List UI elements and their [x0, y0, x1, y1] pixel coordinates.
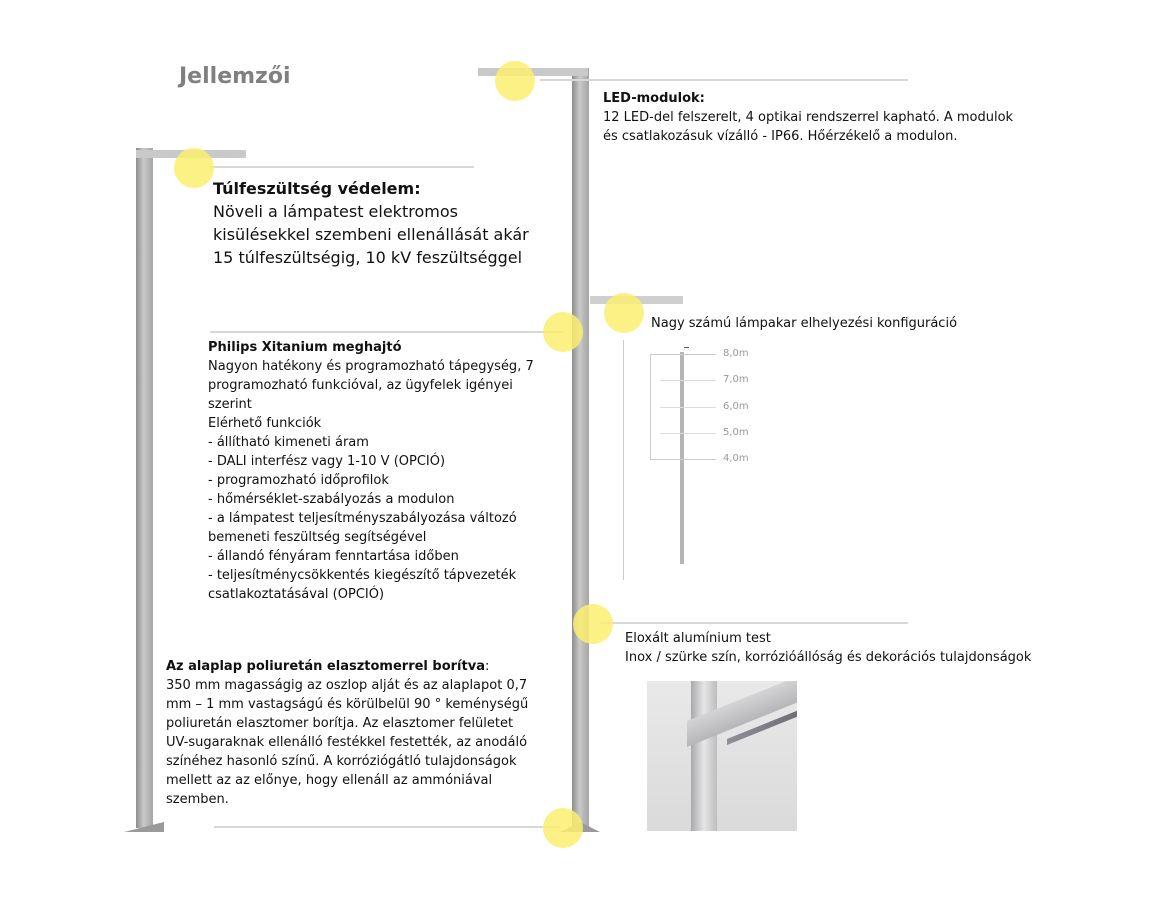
config-diagram-pole-top [684, 347, 689, 348]
connector-line-led [540, 79, 908, 81]
height-tick-5 [660, 433, 716, 434]
led-body: 12 LED-del felszerelt, 4 optikai rendszerrel kapható. A modulok és csatlakozásuk vízálló - IP66. Hőérzékelő a modulon. [603, 110, 1014, 144]
height-label-4: 4,0m [723, 453, 749, 464]
right-pole [572, 68, 589, 828]
highlight-dot-led [495, 61, 535, 101]
base-heading-line [166, 657, 536, 676]
height-tick-8 [650, 354, 716, 355]
photo-pole [691, 681, 717, 831]
base-body: 350 mm magasságig az oszlop alját és az alaplapot 0,7 mm – 1 mm vastagságú és körülbelül 90 ° keménységű poliuretán elasztomer borítja. Az elasztomer felületet UV-sugaraknak ellenálló festékkel festették, az anodáló színéhez hasonló színű. A korróziógátló tulajdonságok mellett az az előnye, hogy ellenáll az ammóniával szemben. [166, 678, 529, 807]
led-section [603, 89, 1043, 146]
body-material-section [625, 629, 1065, 667]
config-heading: Nagy számú lámpakar elhelyezési konfiguráció [651, 316, 958, 331]
highlight-dot-body [573, 604, 613, 644]
height-tick-4 [650, 459, 716, 460]
base-heading-suffix: : [484, 659, 490, 674]
height-label-5: 5,0m [723, 427, 749, 438]
driver-section [208, 338, 553, 604]
config-diagram-guide [623, 340, 624, 580]
config-diagram-pole [680, 352, 684, 564]
height-label-7: 7,0m [723, 374, 749, 385]
connector-line-driver [210, 331, 564, 333]
base-section [166, 657, 536, 809]
config-diagram [620, 340, 760, 580]
body-material-heading: Eloxált alumínium test [625, 631, 771, 646]
surge-heading: Túlfeszültség védelem: [213, 179, 421, 198]
height-tick-7 [660, 380, 716, 381]
led-heading: LED-modulok: [603, 91, 705, 106]
base-heading: Az alaplap poliuretán elasztomerrel borítva [166, 659, 485, 674]
height-tick-6 [660, 407, 716, 408]
left-pole [136, 148, 153, 828]
body-material-body: Inox / szürke szín, korrózióállóság és dekorációs tulajdonságok [625, 650, 1032, 665]
surge-body: Növeli a lámpatest elektromos kisülésekkel szembeni ellenállását akár 15 túlfeszültségig, 10 kV feszültséggel [213, 202, 529, 267]
surge-section [213, 177, 553, 269]
highlight-dot-config [604, 293, 644, 333]
height-label-6: 6,0m [723, 401, 749, 412]
height-label-8: 8,0m [723, 348, 749, 359]
connector-line-surge [210, 166, 474, 168]
luminaire-photo [647, 681, 797, 831]
driver-body: Nagyon hatékony és programozható tápegység, 7 programozható funkcióval, az ügyfelek igényei szerint Elérhető funkciók - állítható kimeneti áram - DALI interfész vagy 1-10 V (OPCIÓ) - programozható időprofilok - hőmérséklet-szabályozás a modulon - a lámpatest teljesítményszabályozása változó bemeneti feszültség segítségével - állandó fényáram fenntartása időben - teljesítménycsökkentés kiegészítő tápvezeték csatlakoztatásával (OPCIÓ) [208, 359, 534, 602]
driver-heading: Philips Xitanium meghajtó [208, 340, 402, 355]
connector-line-base [214, 826, 560, 828]
connector-line-body [600, 622, 908, 624]
left-pole-base [124, 822, 164, 832]
config-diagram-measure [650, 354, 651, 460]
highlight-dot-surge [174, 148, 214, 188]
page-title: Jellemzői [179, 64, 291, 89]
highlight-dot-base [543, 808, 583, 848]
